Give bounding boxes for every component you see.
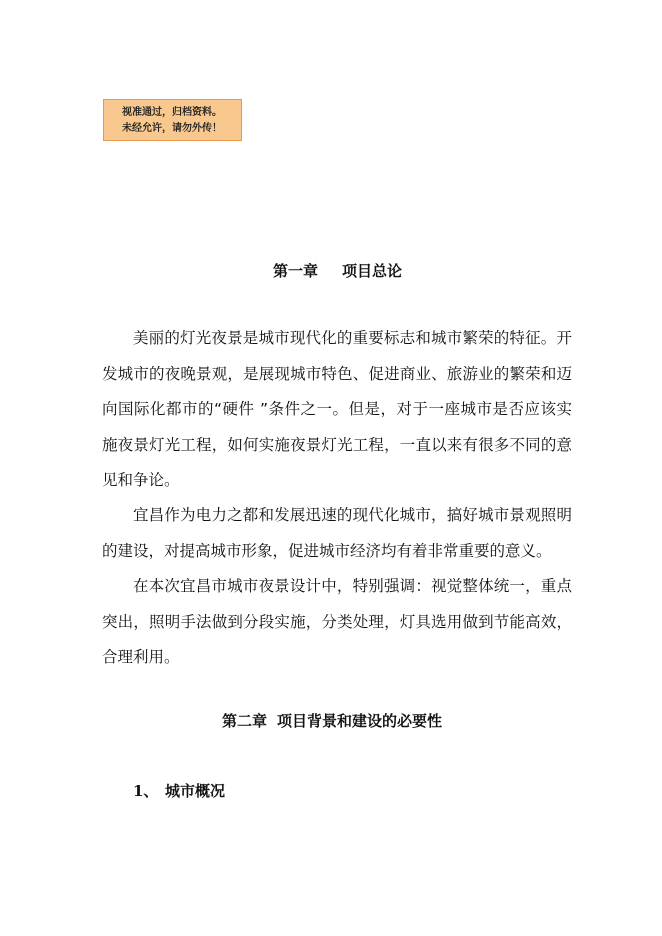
chapter-2-title: 项目背景和建设的必要性	[277, 712, 443, 730]
chapter-1-title: 项目总论	[342, 262, 403, 280]
body-paragraph-2: 宜昌作为电力之都和发展迅速的现代化城市，搞好城市景观照明的建设，对提高城市形象，促进城市经济均有着非常重要的意义。	[102, 506, 572, 560]
section-1-title: 城市概况	[165, 782, 226, 800]
chapter-1-heading	[273, 260, 402, 281]
chapter-2-heading	[222, 710, 442, 731]
stamp-line-2: 未经允许，请勿外传！	[122, 123, 222, 134]
section-1-heading	[133, 780, 225, 801]
watermark-stamp	[103, 99, 242, 141]
body-paragraph-1: 美丽的灯光夜景是城市现代化的重要标志和城市繁荣的特征。开发城市的夜晚景观，是展现城市特色、促进商业、旅游业的繁荣和迈向国际化都市的“硬件 ”条件之一。但是，对于一座城市是否应该实施夜景灯光工程，如何实施夜景灯光工程，一直以来有很多不同的意见和争论。	[102, 329, 572, 489]
section-1-number: 1、	[133, 782, 159, 800]
body-paragraph-3: 在本次宜昌市城市夜景设计中，特别强调：视觉整体统一，重点突出，照明手法做到分段实施，分类处理，灯具选用做到节能高效，合理利用。	[102, 577, 572, 666]
chapter-2-number: 第二章	[222, 712, 268, 730]
stamp-line-1: 视准通过，归档资料。	[122, 107, 222, 118]
chapter-1-number: 第一章	[273, 262, 319, 280]
